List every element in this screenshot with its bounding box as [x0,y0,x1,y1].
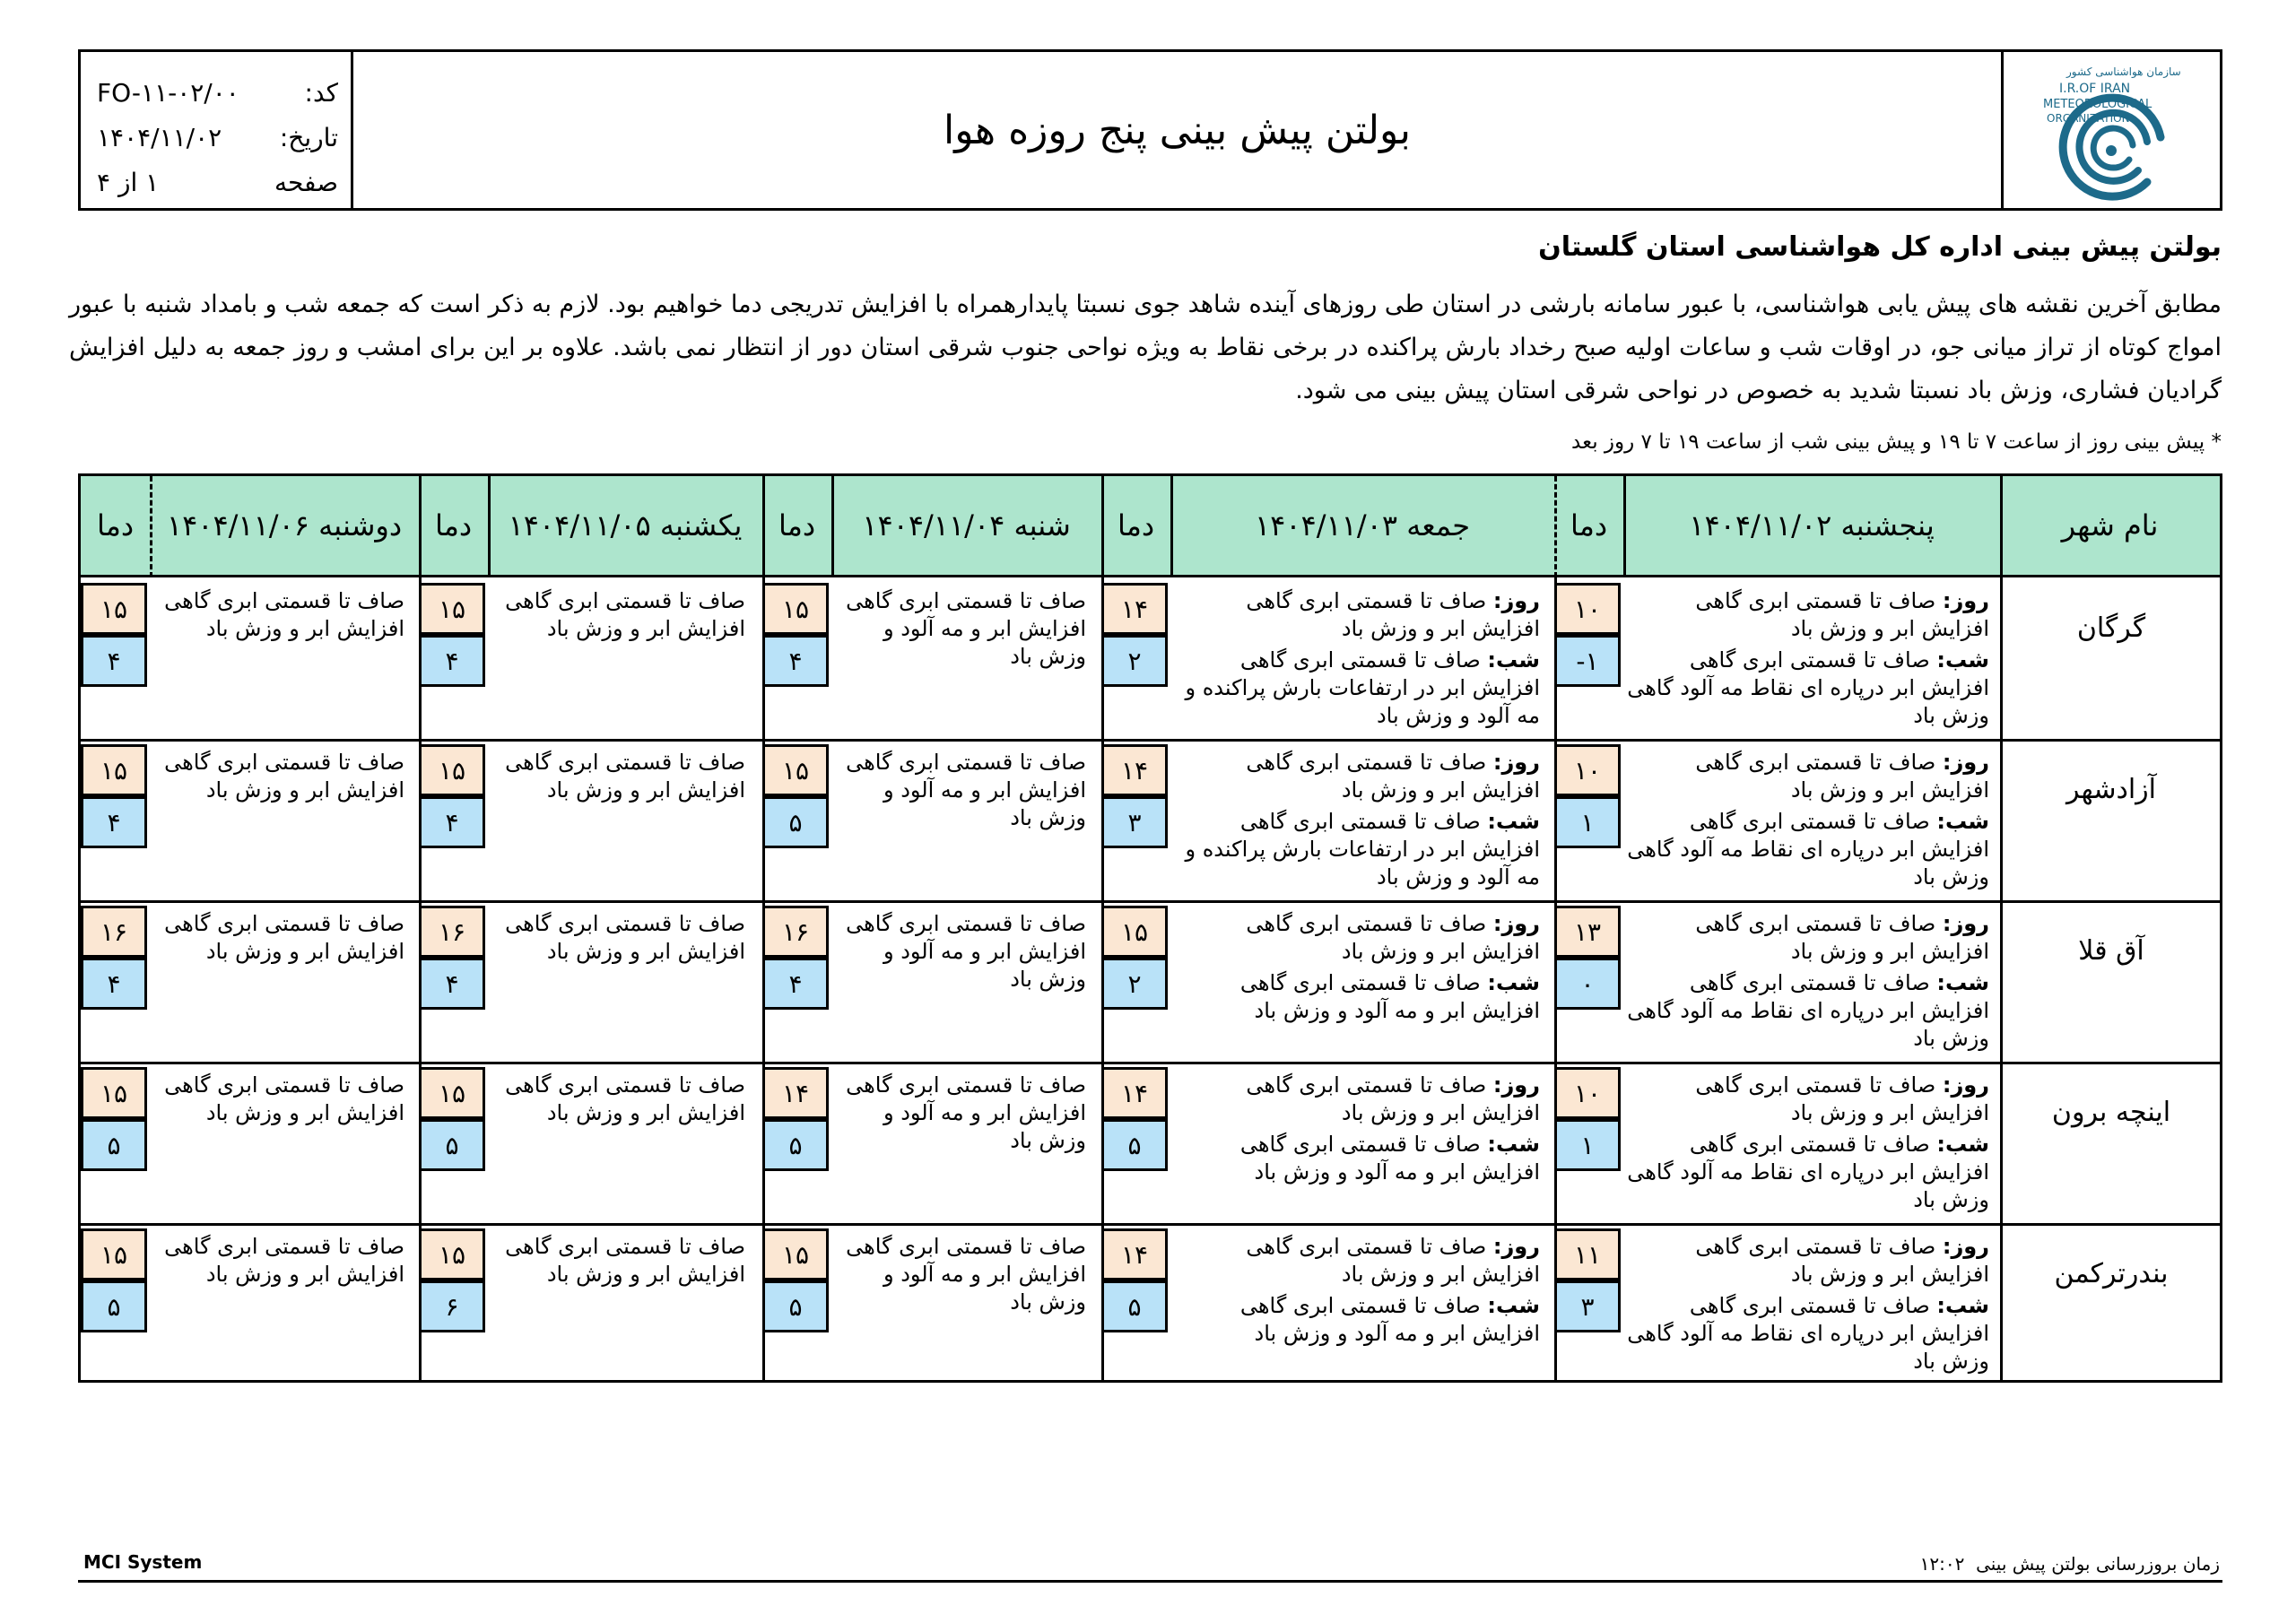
page-value: ۱ از ۴ [97,167,160,197]
column-divider [831,476,834,577]
day1-day-forecast [1625,910,1989,966]
min-temp: ۴ [81,796,147,848]
forecast-text: صاف تا قسمتی ابری گاهی افزایش ابر درپاره ای نقاط مه آلود گاهی وزش باد [1627,1293,1989,1374]
forecast-text: صاف تا قسمتی ابری گاهی افزایش ابر و وزش باد [1695,1072,1989,1125]
page-label: صفحه [274,167,338,197]
day3-forecast: صاف تا قسمتی ابری گاهی افزایش ابر و مه آلود و وزش باد [846,1234,1086,1315]
forecast-text: صاف تا قسمتی ابری گاهی افزایش ابر و وزش باد [1695,588,1989,641]
forecast-table [78,473,2222,1383]
min-temp: ۵ [1101,1119,1168,1171]
min-temp: ۴ [762,635,829,687]
city-name: اینچه برون [2051,1097,2171,1128]
forecast-text: صاف تا قسمتی ابری گاهی افزایش ابر و وزش باد [1695,911,1989,964]
code-value: FO-۱۱-۰۲/۰۰ [97,77,239,108]
night-label: شب: [1487,1293,1540,1318]
night-label: شب: [1936,1132,1989,1157]
day2-day-forecast [1172,1072,1540,1127]
day5-forecast: صاف تا قسمتی ابری گاهی افزایش ابر و وزش باد [164,1234,404,1287]
column-divider [488,476,491,577]
day3-forecast: صاف تا قسمتی ابری گاهی افزایش ابر و مه آلود و وزش باد [846,588,1086,669]
day2-header: جمعه ۱۴۰۴/۱۱/۰۳ [1254,508,1471,542]
day1-temp-header: دما [1570,508,1608,542]
min-temp: ۰ [1554,958,1621,1010]
organization-logo [2001,52,2220,208]
max-temp: ۱۱ [1554,1228,1621,1280]
row-divider [81,739,2220,742]
day1-night-forecast [1625,1292,1989,1376]
day5-forecast: صاف تا قسمتی ابری گاهی افزایش ابر و وزش باد [164,750,404,803]
forecast-text: صاف تا قسمتی ابری گاهی افزایش ابر و وزش باد [1246,750,1540,803]
max-temp: ۱۵ [81,1228,147,1280]
day2-day-forecast [1172,910,1540,966]
max-temp: ۱۵ [419,1228,485,1280]
min-temp: ۵ [1101,1280,1168,1332]
min-temp: ۱ [1554,796,1621,848]
forecast-text: صاف تا قسمتی ابری گاهی افزایش ابر و وزش باد [1246,911,1540,964]
day5-forecast: صاف تا قسمتی ابری گاهی افزایش ابر و وزش باد [164,911,404,964]
day-label: روز: [1492,911,1540,936]
night-label: شب: [1487,647,1540,673]
update-time [1920,1553,2220,1575]
min-temp: ۲ [1101,635,1168,687]
day1-night-forecast [1625,808,1989,891]
day4-temp-header: دما [434,508,473,542]
day2-day-forecast [1172,1233,1540,1289]
logo-text-3: ORGANIZATION [2047,112,2130,125]
forecast-text: صاف تا قسمتی ابری گاهی افزایش ابر درپاره ای نقاط مه آلود گاهی وزش باد [1627,970,1989,1051]
date-value: ۱۴۰۴/۱۱/۰۲ [97,122,222,152]
code-row [97,70,338,115]
forecast-text: صاف تا قسمتی ابری گاهی افزایش ابر و وزش باد [1695,1234,1989,1287]
max-temp: ۱۴ [1101,744,1168,796]
day1-night-forecast [1625,647,1989,730]
max-temp: ۱۵ [419,583,485,635]
max-temp: ۱۵ [762,583,829,635]
night-label: شب: [1487,1132,1540,1157]
row-divider [81,900,2220,903]
max-temp: ۱۵ [81,744,147,796]
city-name: آق قلا [2078,935,2144,967]
date-row [97,115,338,160]
bulletin-title: بولتن پیش بینی پنج روزه هوا [943,107,1412,153]
min-temp: ۴ [419,635,485,687]
day3-forecast: صاف تا قسمتی ابری گاهی افزایش ابر و مه آلود و وزش باد [846,750,1086,830]
day3-header: شنبه ۱۴۰۴/۱۱/۰۴ [862,508,1071,542]
min-temp: ۴ [419,958,485,1010]
forecast-note: * پیش بینی روز از ساعت ۷ تا ۱۹ و پیش بینی شب از ساعت ۱۹ تا ۷ روز بعد [1571,430,2222,454]
city-name: گرگان [2076,612,2146,644]
max-temp: ۱۵ [419,744,485,796]
day4-forecast: صاف تا قسمتی ابری گاهی افزایش ابر و وزش باد [505,1234,745,1287]
column-divider [1170,476,1173,577]
row-divider [81,1223,2220,1226]
row-divider [81,1062,2220,1064]
forecast-text: صاف تا قسمتی ابری گاهی افزایش ابر در ارتفاعات بارش پراکنده و مه آلود و وزش باد [1185,809,1540,890]
max-temp: ۱۵ [419,1067,485,1119]
forecast-text: صاف تا قسمتی ابری گاهی افزایش ابر درپاره ای نقاط مه آلود گاهی وزش باد [1627,809,1989,890]
night-label: شب: [1936,970,1989,995]
code-label: کد: [304,77,338,108]
min-temp: ۲ [1101,958,1168,1010]
day3-forecast: صاف تا قسمتی ابری گاهی افزایش ابر و مه آلود و وزش باد [846,1072,1086,1153]
day1-day-forecast [1625,587,1989,643]
min-temp: ۵ [81,1280,147,1332]
day5-temp-header: دما [96,508,135,542]
min-temp: ۴ [419,796,485,848]
day-label: روز: [1942,750,1989,775]
max-temp: ۱۶ [81,906,147,958]
forecast-text: صاف تا قسمتی ابری گاهی افزایش ابر و وزش باد [1695,750,1989,803]
header-divider [150,476,152,577]
min-temp: ۴ [762,958,829,1010]
bulletin-header [78,49,2222,211]
forecast-text: صاف تا قسمتی ابری گاهی افزایش ابر درپاره ای نقاط مه آلود گاهی وزش باد [1627,1132,1989,1212]
max-temp: ۱۰ [1554,744,1621,796]
update-time-value: ۱۲:۰۲ [1919,1553,1965,1575]
section-subtitle: بولتن پیش بینی اداره کل هواشناسی استان گلستان [1538,231,2222,263]
day5-forecast: صاف تا قسمتی ابری گاهی افزایش ابر و وزش باد [164,588,404,641]
min-temp: ۵ [762,1119,829,1171]
day-label: روز: [1492,1234,1540,1259]
day2-night-forecast [1172,969,1540,1025]
day1-header: پنجشنبه ۱۴۰۴/۱۱/۰۲ [1689,508,1935,542]
max-temp: ۱۴ [1101,1067,1168,1119]
max-temp: ۱۴ [762,1067,829,1119]
max-temp: ۱۰ [1554,1067,1621,1119]
day2-day-forecast [1172,587,1540,643]
min-temp: -۱ [1554,635,1621,687]
date-label: تاریخ: [279,122,338,152]
column-divider [1623,476,1626,577]
forecast-text: صاف تا قسمتی ابری گاهی افزایش ابر و وزش باد [1246,1072,1540,1125]
min-temp: ۱ [1554,1119,1621,1171]
day5-header: دوشنبه ۱۴۰۴/۱۱/۰۶ [166,508,403,542]
day1-night-forecast [1625,1131,1989,1214]
day4-forecast: صاف تا قسمتی ابری گاهی افزایش ابر و وزش باد [505,588,745,641]
city-name: بندرترکمن [2054,1258,2169,1289]
day-label: روز: [1492,588,1540,613]
document-meta [81,52,353,208]
footer-divider [78,1580,2222,1583]
min-temp: ۴ [81,635,147,687]
night-label: شب: [1936,1293,1989,1318]
day4-header: یکشنبه ۱۴۰۴/۱۱/۰۵ [508,508,743,542]
max-temp: ۱۵ [1101,906,1168,958]
night-label: شب: [1487,809,1540,834]
day2-night-forecast [1172,1292,1540,1348]
day2-night-forecast [1172,1131,1540,1186]
day1-day-forecast [1625,1072,1989,1127]
day-label: روز: [1942,1234,1989,1259]
city-column-header: نام شهر [2061,508,2159,542]
day-label: روز: [1492,750,1540,775]
forecast-text: صاف تا قسمتی ابری گاهی افزایش ابر و مه آلود و وزش باد [1239,970,1540,1023]
forecast-text: صاف تا قسمتی ابری گاهی افزایش ابر درپاره ای نقاط مه آلود گاهی وزش باد [1627,647,1989,728]
day2-night-forecast [1172,808,1540,891]
min-temp: ۵ [762,1280,829,1332]
city-name: آزادشهر [2066,774,2157,805]
max-temp: ۱۴ [1101,1228,1168,1280]
max-temp: ۱۳ [1554,906,1621,958]
min-temp: ۴ [81,958,147,1010]
day-label: روز: [1942,911,1989,936]
forecast-text: صاف تا قسمتی ابری گاهی افزایش ابر و وزش باد [1246,1234,1540,1287]
meteorological-logo-icon [2004,52,2217,208]
min-temp: ۳ [1554,1280,1621,1332]
min-temp: ۵ [762,796,829,848]
table-header-row [81,476,2220,577]
max-temp: ۱۴ [1101,583,1168,635]
max-temp: ۱۵ [762,1228,829,1280]
system-name: MCI System [83,1551,203,1573]
update-label: زمان بروزرسانی بولتن پیش بینی [1976,1553,2220,1575]
day5-forecast: صاف تا قسمتی ابری گاهی افزایش ابر و وزش باد [164,1072,404,1125]
forecast-text: صاف تا قسمتی ابری گاهی افزایش ابر و مه آلود و وزش باد [1239,1132,1540,1185]
max-temp: ۱۵ [762,744,829,796]
logo-text-1: I.R.OF IRAN [2059,82,2131,96]
day3-temp-header: دما [778,508,816,542]
day3-forecast: صاف تا قسمتی ابری گاهی افزایش ابر و مه آلود و وزش باد [846,911,1086,992]
min-temp: ۵ [419,1119,485,1171]
day2-night-forecast [1172,647,1540,730]
night-label: شب: [1936,647,1989,673]
max-temp: ۱۰ [1554,583,1621,635]
day2-temp-header: دما [1117,508,1155,542]
day1-night-forecast [1625,969,1989,1053]
header-divider [1554,476,1557,577]
max-temp: ۱۵ [81,583,147,635]
day4-forecast: صاف تا قسمتی ابری گاهی افزایش ابر و وزش باد [505,750,745,803]
max-temp: ۱۶ [419,906,485,958]
night-label: شب: [1487,970,1540,995]
page-row [97,160,338,204]
forecast-summary: مطابق آخرین نقشه های پیش یابی هواشناسی، با عبور سامانه بارشی در استان طی روزهای آینده شاهد جوی نسبتا پایدارهمراه با افزایش تدریجی دما خواهیم بود. لازم به ذکر است که جمعه شب و بامداد شنبه با عبور امواج کوتاه از تراز میانی جو، در اوقات شب و ساعات اولیه صبح رخداد بارش پراکنده در برخی نقاط به ویژه نواحی جنوب شرقی استان دور از انتظار نمی باشد. علاوه بر این برای امشب و روز جمعه به دلیل افزایش گرادیان فشاری، وزش باد نسبتا شدید به خصوص در نواحی شرقی استان پیش بینی می شود. [69,291,2222,404]
logo-text-2: METEOROLOGICAL [2043,98,2152,111]
min-temp: ۳ [1101,796,1168,848]
min-temp: ۶ [419,1280,485,1332]
day2-day-forecast [1172,749,1540,804]
max-temp: ۱۶ [762,906,829,958]
forecast-text: صاف تا قسمتی ابری گاهی افزایش ابر و وزش باد [1246,588,1540,641]
day-label: روز: [1942,1072,1989,1098]
min-temp: ۵ [81,1119,147,1171]
day4-forecast: صاف تا قسمتی ابری گاهی افزایش ابر و وزش باد [505,911,745,964]
logo-text-fa: سازمان هواشناسی کشور [2066,65,2181,78]
day-label: روز: [1492,1072,1540,1098]
max-temp: ۱۵ [81,1067,147,1119]
day1-day-forecast [1625,749,1989,804]
forecast-text: صاف تا قسمتی ابری گاهی افزایش ابر در ارتفاعات بارش پراکنده و مه آلود و وزش باد [1185,647,1540,728]
day4-forecast: صاف تا قسمتی ابری گاهی افزایش ابر و وزش باد [505,1072,745,1125]
day-label: روز: [1942,588,1989,613]
day1-day-forecast [1625,1233,1989,1289]
forecast-text: صاف تا قسمتی ابری گاهی افزایش ابر و مه آلود و وزش باد [1239,1293,1540,1346]
night-label: شب: [1936,809,1989,834]
